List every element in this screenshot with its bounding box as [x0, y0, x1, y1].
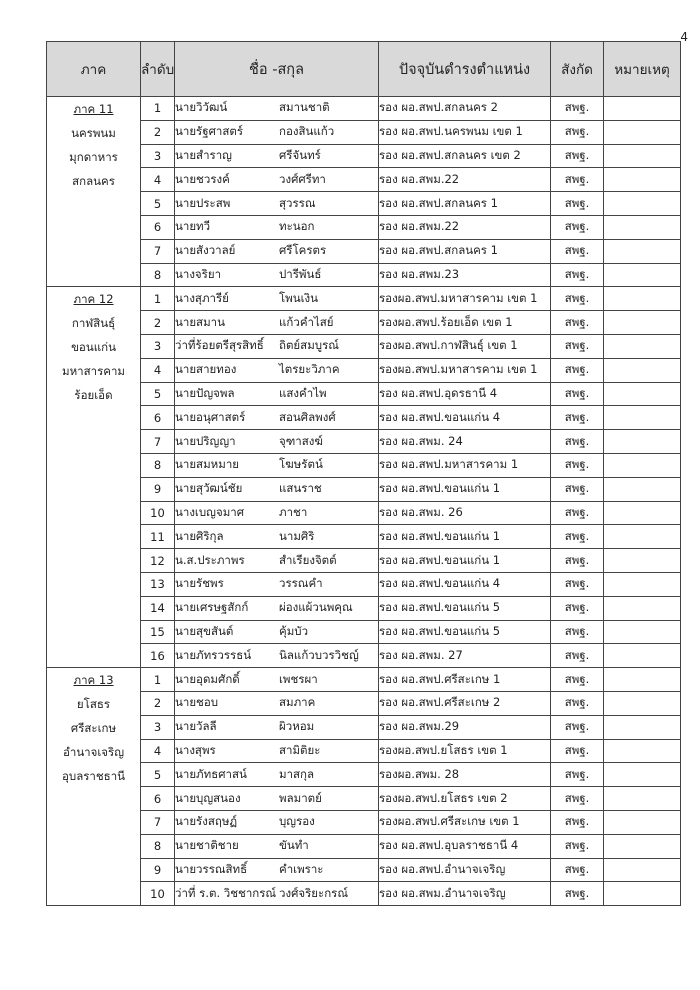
seq-cell: 2 — [141, 691, 175, 715]
first-name: นายสมหมาย — [175, 457, 240, 472]
name-cell — [175, 477, 379, 501]
last-name: นามศิริ — [279, 528, 315, 543]
remark-cell — [604, 668, 681, 692]
affiliation-cell: สพฐ. — [551, 239, 604, 263]
name-cell — [175, 120, 379, 144]
seq-cell: 5 — [141, 763, 175, 787]
region-cell — [47, 97, 141, 287]
affiliation-cell: สพฐ. — [551, 501, 604, 525]
affiliation-cell: สพฐ. — [551, 691, 604, 715]
first-name: น.ส.ประภาพร — [175, 552, 245, 567]
remark-cell — [604, 192, 681, 216]
remark-cell — [604, 787, 681, 811]
remark-cell — [604, 620, 681, 644]
first-name: นายภัทธศาสน์ — [175, 766, 247, 781]
affiliation-cell: สพฐ. — [551, 334, 604, 358]
affiliation-cell: สพฐ. — [551, 810, 604, 834]
position-cell: รอง ผอ.สพป.สกลนคร 1 — [379, 192, 551, 216]
last-name: ถิตย์สมบูรณ์ — [279, 338, 339, 353]
seq-cell: 1 — [141, 97, 175, 121]
position-cell: รอง ผอ.สพม.22 — [379, 215, 551, 239]
position-cell: รอง ผอ.สพป.ศรีสะเกษ 2 — [379, 691, 551, 715]
affiliation-cell: สพฐ. — [551, 358, 604, 382]
seq-cell: 15 — [141, 620, 175, 644]
table-row — [47, 358, 681, 382]
table-row — [47, 287, 681, 311]
affiliation-cell: สพฐ. — [551, 406, 604, 430]
affiliation-cell: สพฐ. — [551, 882, 604, 906]
first-name: นางสุพร — [175, 742, 216, 757]
last-name: กองสินแก้ว — [279, 124, 335, 139]
first-name: นายชวรงค์ — [175, 171, 230, 186]
last-name: ขันทำ — [279, 838, 309, 853]
affiliation-cell: สพฐ. — [551, 168, 604, 192]
remark-cell — [604, 715, 681, 739]
name-cell — [175, 525, 379, 549]
last-name: ปารีพันธ์ — [279, 266, 322, 281]
first-name: นายอนุศาสตร์ — [175, 409, 246, 424]
position-cell: รอง ผอ.สพป.ศรีสะเกษ 1 — [379, 668, 551, 692]
remark-cell — [604, 525, 681, 549]
name-cell — [175, 430, 379, 454]
province-name: ขอนแก่น — [71, 340, 116, 355]
name-cell — [175, 263, 379, 287]
table-row — [47, 168, 681, 192]
header-affiliation: สังกัด — [551, 42, 604, 97]
table-row — [47, 644, 681, 668]
province-name: สกลนคร — [72, 174, 115, 188]
region-name: ภาค 12 — [73, 292, 114, 307]
seq-cell: 8 — [141, 834, 175, 858]
position-cell: รอง ผอ.สพม.29 — [379, 715, 551, 739]
last-name: ทะนอก — [279, 219, 315, 234]
first-name: นายชาติชาย — [175, 838, 239, 853]
seq-cell: 4 — [141, 739, 175, 763]
remark-cell — [604, 477, 681, 501]
seq-cell: 3 — [141, 144, 175, 168]
position-cell: รอง ผอ.สพป.ขอนแก่น 4 — [379, 406, 551, 430]
seq-cell: 5 — [141, 382, 175, 406]
affiliation-cell: สพฐ. — [551, 644, 604, 668]
affiliation-cell: สพฐ. — [551, 834, 604, 858]
seq-cell: 5 — [141, 192, 175, 216]
first-name: นางจริยา — [175, 266, 222, 281]
remark-cell — [604, 882, 681, 906]
seq-cell: 16 — [141, 644, 175, 668]
last-name: นิลแก้วบวรวิชญ์ — [279, 647, 359, 662]
remark-cell — [604, 97, 681, 121]
last-name: ไตรยะวิภาค — [279, 362, 340, 377]
first-name: นายสุวัฒน์ชัย — [175, 481, 243, 496]
first-name: นายรัชพร — [175, 576, 224, 591]
last-name: ศรีโครตร — [279, 243, 327, 258]
remark-cell — [604, 596, 681, 620]
header-remark: หมายเหตุ — [604, 42, 681, 97]
province-name: อุบลราชธานี — [61, 769, 126, 784]
header-seq: ลำดับ — [141, 42, 175, 97]
affiliation-cell: สพฐ. — [551, 858, 604, 882]
position-cell: รอง ผอ.สพป.ขอนแก่น 4 — [379, 572, 551, 596]
affiliation-cell: สพฐ. — [551, 120, 604, 144]
last-name: สมานชาติ — [279, 100, 330, 115]
first-name: นายบุญสนอง — [175, 790, 241, 805]
name-cell — [175, 215, 379, 239]
seq-cell: 3 — [141, 334, 175, 358]
seq-cell: 7 — [141, 810, 175, 834]
remark-cell — [604, 430, 681, 454]
name-cell — [175, 739, 379, 763]
remark-cell — [604, 406, 681, 430]
remark-cell — [604, 549, 681, 573]
table-row — [47, 525, 681, 549]
name-cell — [175, 763, 379, 787]
region-name: ภาค 13 — [73, 673, 114, 688]
table-row — [47, 739, 681, 763]
last-name: สามิติยะ — [279, 742, 321, 757]
position-cell: รอง ผอ.สพม.23 — [379, 263, 551, 287]
region-name: ภาค 11 — [73, 102, 114, 116]
header-row — [47, 42, 681, 97]
first-name: นางสุภารีย์ — [175, 290, 229, 305]
remark-cell — [604, 168, 681, 192]
table-row — [47, 453, 681, 477]
seq-cell: 14 — [141, 596, 175, 620]
region-cell — [47, 668, 141, 906]
position-cell: รอง ผอ.สพป.ขอนแก่น 1 — [379, 477, 551, 501]
last-name: บุญรอง — [279, 814, 315, 829]
affiliation-cell: สพฐ. — [551, 430, 604, 454]
position-cell: รอง ผอ.สพป.สกลนคร 1 — [379, 239, 551, 263]
table-body — [47, 97, 681, 906]
table-row — [47, 430, 681, 454]
first-name: นายรังสฤษฏ์ — [175, 814, 238, 829]
position-cell: รอง ผอ.สพม. 27 — [379, 644, 551, 668]
name-cell — [175, 453, 379, 477]
table-row — [47, 144, 681, 168]
first-name: นายภัทรวรรธน์ — [175, 647, 252, 662]
position-cell: รอง ผอ.สพม.22 — [379, 168, 551, 192]
seq-cell: 13 — [141, 572, 175, 596]
table-row — [47, 120, 681, 144]
name-cell — [175, 620, 379, 644]
last-name: สอนศิลพงศ์ — [279, 409, 336, 424]
table-row — [47, 858, 681, 882]
position-cell: รอง ผอ.สพป.อุบลราชธานี 4 — [379, 834, 551, 858]
affiliation-cell: สพฐ. — [551, 97, 604, 121]
position-cell: รองผอ.สพป.มหาสารคาม เขต 1 — [379, 287, 551, 311]
first-name: นายรัฐศาสตร์ — [175, 124, 244, 139]
remark-cell — [604, 120, 681, 144]
affiliation-cell: สพฐ. — [551, 215, 604, 239]
province-name: ยโสธร — [76, 697, 111, 712]
seq-cell: 6 — [141, 215, 175, 239]
affiliation-cell: สพฐ. — [551, 477, 604, 501]
name-cell — [175, 168, 379, 192]
table-row — [47, 834, 681, 858]
name-cell — [175, 501, 379, 525]
remark-cell — [604, 453, 681, 477]
affiliation-cell: สพฐ. — [551, 287, 604, 311]
name-cell — [175, 311, 379, 335]
seq-cell: 11 — [141, 525, 175, 549]
position-cell: รอง ผอ.สพป.ขอนแก่น 1 — [379, 525, 551, 549]
province-name: ร้อยเอ็ด — [74, 388, 113, 403]
last-name: พลมาตย์ — [279, 790, 322, 805]
name-cell — [175, 572, 379, 596]
remark-cell — [604, 263, 681, 287]
first-name: นายชอบ — [175, 695, 219, 710]
first-name: นายปัญจพล — [175, 385, 235, 400]
seq-cell: 6 — [141, 787, 175, 811]
remark-cell — [604, 501, 681, 525]
seq-cell: 1 — [141, 668, 175, 692]
table-row — [47, 572, 681, 596]
table-row — [47, 477, 681, 501]
seq-cell: 10 — [141, 882, 175, 906]
remark-cell — [604, 334, 681, 358]
position-cell: รอง ผอ.สพป.สกลนคร 2 — [379, 97, 551, 121]
seq-cell: 6 — [141, 406, 175, 430]
affiliation-cell: สพฐ. — [551, 763, 604, 787]
remark-cell — [604, 382, 681, 406]
first-name: นายวัลลี — [175, 719, 217, 734]
name-cell — [175, 192, 379, 216]
table-row — [47, 620, 681, 644]
province-name: กาฬสินธุ์ — [71, 316, 116, 331]
table-row — [47, 691, 681, 715]
name-cell — [175, 810, 379, 834]
position-cell: รองผอ.สพป.ร้อยเอ็ด เขต 1 — [379, 311, 551, 335]
name-cell — [175, 549, 379, 573]
last-name: โฆษรัตน์ — [279, 457, 323, 472]
position-cell: รอง ผอ.สพป.มหาสารคาม 1 — [379, 453, 551, 477]
last-name: มาสกุล — [279, 766, 315, 781]
province-name: มุกดาหาร — [69, 150, 118, 164]
seq-cell: 4 — [141, 168, 175, 192]
first-name: นายอุดมศักดิ์ — [175, 671, 240, 686]
name-cell — [175, 287, 379, 311]
remark-cell — [604, 834, 681, 858]
table-row — [47, 406, 681, 430]
first-name: นายทวี — [175, 219, 211, 234]
remark-cell — [604, 810, 681, 834]
name-cell — [175, 382, 379, 406]
remark-cell — [604, 287, 681, 311]
last-name: คำเพราะ — [279, 861, 324, 876]
table-row — [47, 192, 681, 216]
remark-cell — [604, 311, 681, 335]
seq-cell: 12 — [141, 549, 175, 573]
position-cell: รอง ผอ.สพม.อำนาจเจริญ — [379, 882, 551, 906]
name-cell — [175, 691, 379, 715]
province-name: ศรีสะเกษ — [70, 721, 117, 736]
name-cell — [175, 406, 379, 430]
affiliation-cell: สพฐ. — [551, 549, 604, 573]
position-cell: รอง ผอ.สพม. 26 — [379, 501, 551, 525]
province-name: มหาสารคาม — [61, 364, 125, 379]
affiliation-cell: สพฐ. — [551, 192, 604, 216]
affiliation-cell: สพฐ. — [551, 382, 604, 406]
affiliation-cell: สพฐ. — [551, 668, 604, 692]
affiliation-cell: สพฐ. — [551, 144, 604, 168]
personnel-table — [46, 41, 681, 906]
remark-cell — [604, 691, 681, 715]
first-name: นายปริญญา — [175, 433, 236, 448]
affiliation-cell: สพฐ. — [551, 715, 604, 739]
first-name: ว่าที่ร้อยตรีสุรสิทธิ์ — [175, 338, 264, 353]
remark-cell — [604, 144, 681, 168]
name-cell — [175, 334, 379, 358]
last-name: วงศ์จริยะกรณ์ — [279, 885, 349, 900]
header-position: ปัจจุบันดำรงตำแหน่ง — [379, 42, 551, 97]
name-cell — [175, 858, 379, 882]
seq-cell: 7 — [141, 239, 175, 263]
seq-cell: 1 — [141, 287, 175, 311]
seq-cell: 10 — [141, 501, 175, 525]
last-name: ผ่องแผ้วนพคุณ — [279, 600, 353, 615]
first-name: นายสำราญ — [175, 147, 232, 162]
table-row — [47, 263, 681, 287]
affiliation-cell: สพฐ. — [551, 453, 604, 477]
position-cell: รองผอ.สพป.กาฬสินธุ์ เขต 1 — [379, 334, 551, 358]
remark-cell — [604, 644, 681, 668]
affiliation-cell: สพฐ. — [551, 787, 604, 811]
last-name: วงศ์ศรีทา — [279, 171, 326, 186]
last-name: วรรณคำ — [279, 576, 323, 591]
seq-cell: 2 — [141, 311, 175, 335]
first-name: นายเศรษฐสักก์ — [175, 600, 249, 615]
name-cell — [175, 668, 379, 692]
table-row — [47, 382, 681, 406]
position-cell: รองผอ.สพป.ศรีสะเกษ เขต 1 — [379, 810, 551, 834]
affiliation-cell: สพฐ. — [551, 572, 604, 596]
table-row — [47, 668, 681, 692]
last-name: แสนราช — [279, 481, 322, 496]
last-name: แก้วคำไสย์ — [279, 314, 334, 329]
name-cell — [175, 596, 379, 620]
table-row — [47, 549, 681, 573]
name-cell — [175, 834, 379, 858]
name-cell — [175, 787, 379, 811]
table-row — [47, 334, 681, 358]
first-name: นายวรรณสิทธิ์ — [175, 861, 248, 876]
name-cell — [175, 882, 379, 906]
remark-cell — [604, 858, 681, 882]
last-name: สมภาค — [279, 695, 316, 710]
first-name: นายสุขสันต์ — [175, 623, 234, 638]
table-row — [47, 311, 681, 335]
affiliation-cell: สพฐ. — [551, 620, 604, 644]
position-cell: รอง ผอ.สพป.ขอนแก่น 5 — [379, 620, 551, 644]
table-row — [47, 763, 681, 787]
table-row — [47, 97, 681, 121]
position-cell: รอง ผอ.สพม. 24 — [379, 430, 551, 454]
last-name: สำเรียงจิตต์ — [279, 552, 337, 567]
table-row — [47, 501, 681, 525]
seq-cell: 9 — [141, 858, 175, 882]
first-name: นายสมาน — [175, 314, 225, 329]
position-cell: รอง ผอ.สพป.อุดรธานี 4 — [379, 382, 551, 406]
position-cell: รองผอ.สพป.มหาสารคาม เขต 1 — [379, 358, 551, 382]
last-name: เพชรผา — [279, 671, 318, 686]
first-name: นายสังวาลย์ — [175, 243, 236, 258]
affiliation-cell: สพฐ. — [551, 596, 604, 620]
affiliation-cell: สพฐ. — [551, 311, 604, 335]
province-name: นครพนม — [71, 126, 116, 140]
last-name: ภาชา — [279, 504, 308, 519]
position-cell: รอง ผอ.สพป.สกลนคร เขต 2 — [379, 144, 551, 168]
position-cell: รอง ผอ.สพป.นครพนม เขต 1 — [379, 120, 551, 144]
table-row — [47, 715, 681, 739]
last-name: ผิวหอม — [279, 719, 315, 734]
last-name: แสงคำไพ — [279, 385, 327, 400]
last-name: ศรีจันทร์ — [279, 147, 321, 162]
seq-cell: 7 — [141, 430, 175, 454]
first-name: ว่าที่ ร.ต. วิชชากรณ์ — [175, 885, 277, 900]
affiliation-cell: สพฐ. — [551, 525, 604, 549]
last-name: จุฑาสงฆ์ — [279, 433, 323, 448]
header-name: ชื่อ -สกุล — [175, 42, 379, 97]
last-name: คุ้มบัว — [279, 623, 309, 638]
first-name: นายประสพ — [175, 195, 231, 210]
remark-cell — [604, 572, 681, 596]
seq-cell: 4 — [141, 358, 175, 382]
first-name: นายศิริกุล — [175, 528, 224, 543]
seq-cell: 8 — [141, 453, 175, 477]
first-name: นายสายทอง — [175, 362, 237, 377]
first-name: นายวิวัฒน์ — [175, 100, 228, 115]
seq-cell: 3 — [141, 715, 175, 739]
region-cell — [47, 287, 141, 668]
name-cell — [175, 144, 379, 168]
position-cell: รอง ผอ.สพป.ขอนแก่น 5 — [379, 596, 551, 620]
table-row — [47, 596, 681, 620]
remark-cell — [604, 763, 681, 787]
position-cell: รอง ผอ.สพป.อำนาจเจริญ — [379, 858, 551, 882]
name-cell — [175, 239, 379, 263]
table-row — [47, 787, 681, 811]
position-cell: รองผอ.สพม. 28 — [379, 763, 551, 787]
position-cell: รอง ผอ.สพป.ขอนแก่น 1 — [379, 549, 551, 573]
seq-cell: 8 — [141, 263, 175, 287]
table-row — [47, 882, 681, 906]
affiliation-cell: สพฐ. — [551, 739, 604, 763]
remark-cell — [604, 239, 681, 263]
last-name: โพนเงิน — [279, 290, 319, 305]
position-cell: รองผอ.สพป.ยโสธร เขต 2 — [379, 787, 551, 811]
remark-cell — [604, 358, 681, 382]
seq-cell: 9 — [141, 477, 175, 501]
affiliation-cell: สพฐ. — [551, 263, 604, 287]
province-name: อำนาจเจริญ — [62, 745, 125, 760]
name-cell — [175, 644, 379, 668]
name-cell — [175, 715, 379, 739]
name-cell — [175, 358, 379, 382]
table-row — [47, 215, 681, 239]
name-cell — [175, 97, 379, 121]
remark-cell — [604, 215, 681, 239]
table-row — [47, 239, 681, 263]
table-row — [47, 810, 681, 834]
seq-cell: 2 — [141, 120, 175, 144]
last-name: สุวรรณ — [279, 195, 316, 210]
page-number: 4 — [680, 30, 688, 44]
position-cell: รองผอ.สพป.ยโสธร เขต 1 — [379, 739, 551, 763]
first-name: นางเบญจมาศ — [175, 504, 245, 519]
header-region: ภาค — [47, 42, 141, 97]
remark-cell — [604, 739, 681, 763]
